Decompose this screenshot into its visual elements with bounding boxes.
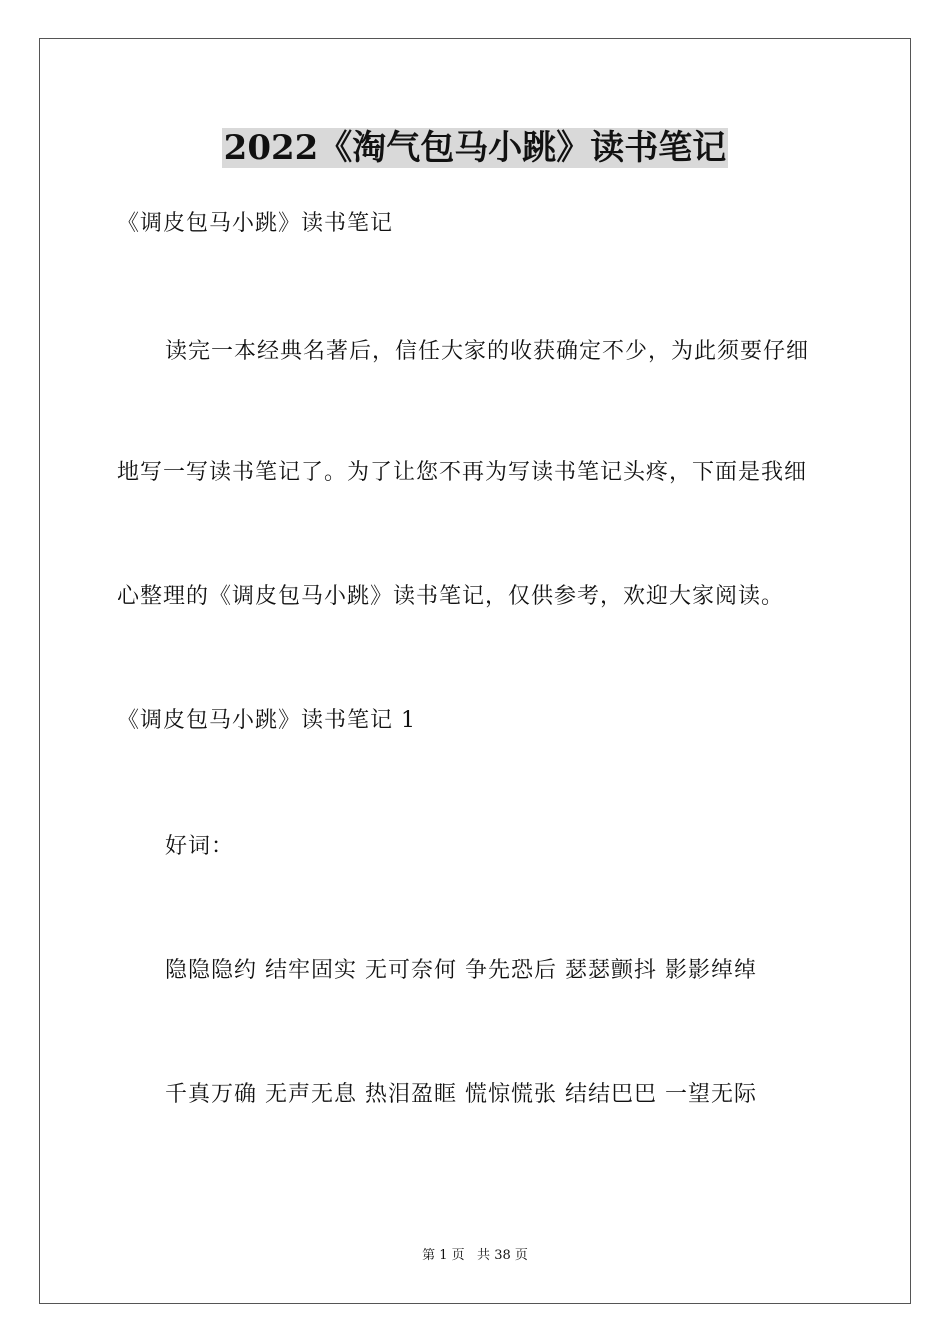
- paragraph-line-1: 读完一本经典名著后，信任大家的收获确定不少，为此须要仔细: [165, 339, 810, 364]
- paragraph-line-3: 心整理的《调皮包马小跳》读书笔记，仅供参考，欢迎大家阅读。: [117, 584, 785, 609]
- document-title-text: 2022《淘气包马小跳》读书笔记: [223, 128, 727, 168]
- page-footer: 第 1 页 共 38 页: [422, 1248, 528, 1263]
- document-title: [0, 124, 950, 172]
- subtitle-line: 《调皮包马小跳》读书笔记: [117, 211, 394, 236]
- word-list-line-1: 隐隐隐约 结牢固实 无可奈何 争先恐后 瑟瑟颤抖 影影绰绰: [165, 958, 757, 983]
- good-words-label: 好词：: [165, 834, 235, 859]
- paragraph-line-2: 地写一写读书笔记了。为了让您不再为写读书笔记头疼，下面是我细: [117, 460, 808, 485]
- section-heading: 《调皮包马小跳》读书笔记 1: [117, 708, 416, 733]
- word-list-line-2: 千真万确 无声无息 热泪盈眶 慌惊慌张 结结巴巴 一望无际: [165, 1082, 757, 1107]
